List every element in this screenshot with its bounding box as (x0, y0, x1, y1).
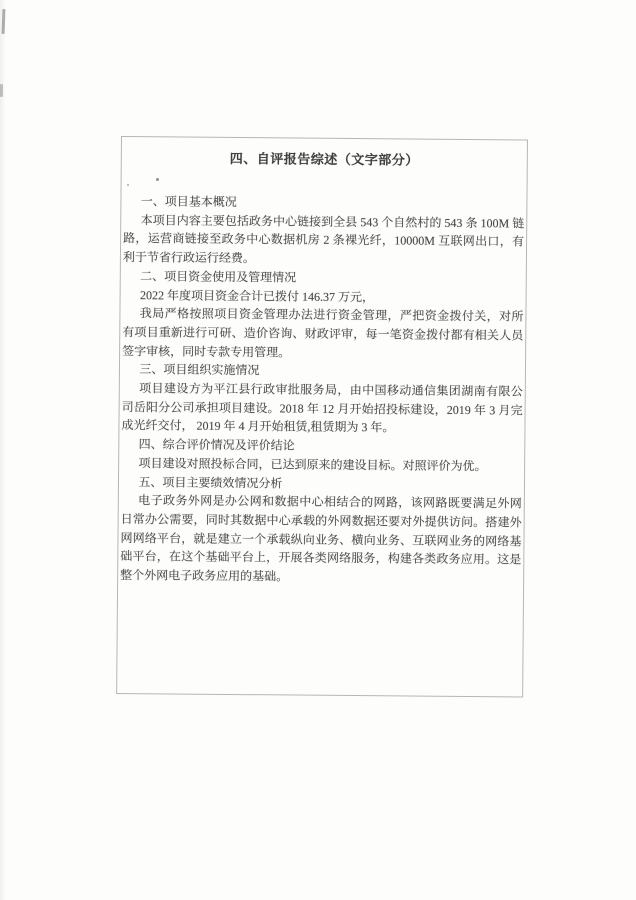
section-heading: 五、项目主要绩效情况分析 (138, 474, 283, 490)
section-heading: 二、项目资金使用及管理情况 (140, 268, 297, 285)
section-heading: 一、项目基本概况 (140, 194, 237, 210)
scan-artifact (2, 9, 6, 34)
report-frame (116, 136, 528, 698)
report-body (120, 192, 524, 588)
section-heading: 四、综合评价情况及评价结论 (138, 437, 295, 453)
section-heading: 三、项目组织实施情况 (139, 362, 260, 378)
paragraph: 项目建设方为平江县行政审批服务局，由中国移动通信集团湖南有限公司岳阳分公司承担项目建设。2018 年 12 月开始招投标建设，2019 年 3 月完成光纤交付， 2019 年 4 月开始租赁,租赁期为 3 年。 (121, 381, 523, 435)
paragraph: 项目建设对照投标合同，已达到原来的建设目标。对照评价为优。 (138, 456, 487, 474)
paragraph: 电子政务外网是办公网和数据中心相结合的网路，该网路既要满足外网日常办公需要，同时其数据中心承载的外网数据还要对外提供访问。搭建外网网络平台，就是建立一个承载纵向业务、横向业务、互联网业务的网络基础平台，在这个基础平台上，开展各类网络服务，构建各类政务应用。这是整个外网电子政务应用的基础。 (120, 493, 522, 584)
paragraph: 我局严格按照项目资金管理办法进行资金管理，严把资金拨付关，对所有项目重新进行可研、造价咨询、财政评审，每一笔资金拨付都有相关人员签字审核，同时专款专用管理。 (122, 306, 524, 360)
scan-artifact (0, 84, 3, 97)
report-title: 四、自评报告综述（文字部分） (229, 150, 419, 168)
paragraph: 2022 年度项目资金合计已拨付 146.37 万元， (139, 287, 375, 304)
paragraph: 本项目内容主要包括政务中心链接到全县 543 个自然村的 543 条 100M 链路，运营商链接至政务中心数据机房 2 条裸光纤，10000M 互联网出口，有利于节省行政运行经费。 (122, 212, 525, 266)
